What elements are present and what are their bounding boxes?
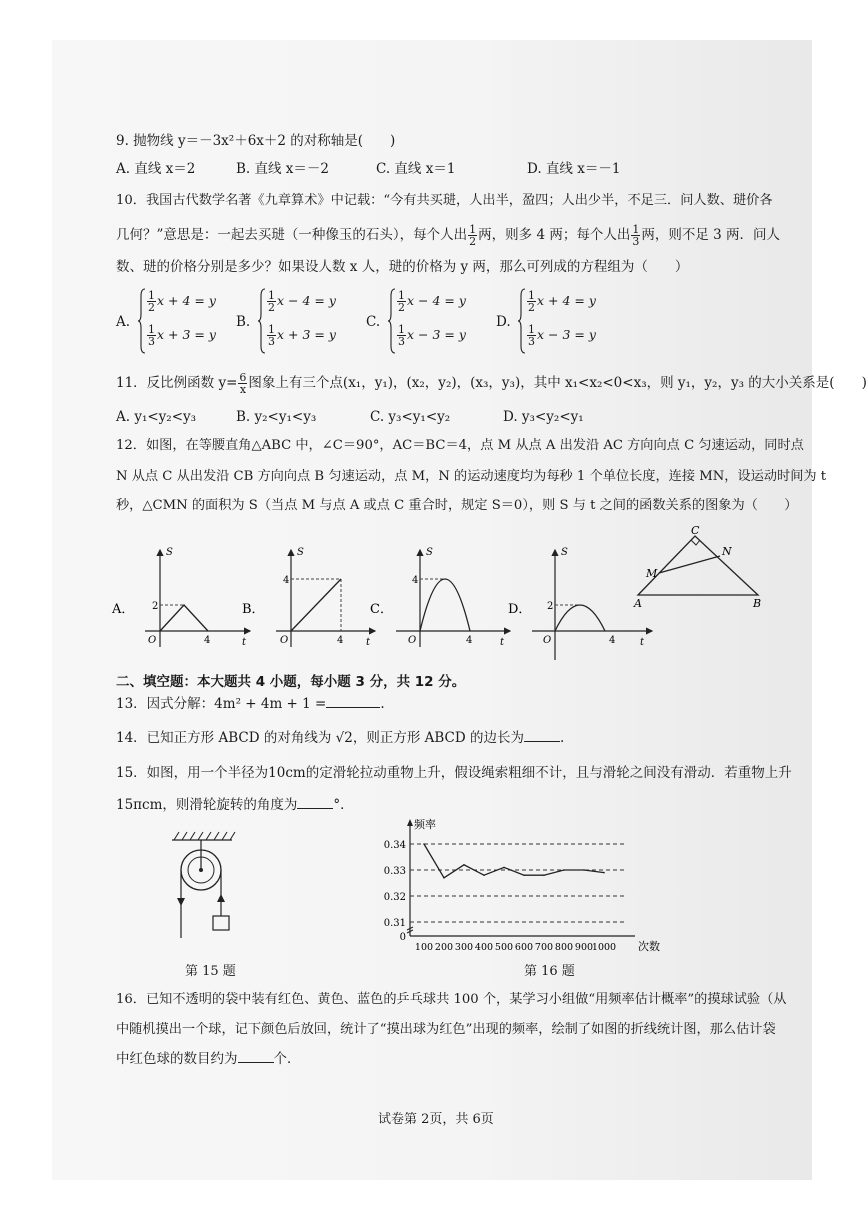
svg-text:t: t: [366, 637, 371, 648]
q12-line3: 秒，△CMN 的面积为 S（当点 M 与点 A 或点 C 重合时，规定 S＝0），则 S 与 t 之间的函数关系的图象为（ ）: [116, 498, 798, 513]
data-point: [543, 874, 545, 876]
q16-answer-blank[interactable]: [238, 1050, 274, 1063]
x-axis-label: 次数: [638, 940, 660, 953]
svg-text:t: t: [242, 637, 247, 648]
page-footer: 试卷第 2页，共 6页: [378, 1112, 494, 1127]
q15-line1: 15．如图，用一个半径为10cm的定滑轮拉动重物上升，假设绳索粗细不计，且与滑轮之间没有滑动．若重物上升: [116, 765, 792, 781]
x-tick-label: 700: [534, 942, 554, 953]
svg-text:4: 4: [283, 575, 290, 586]
q11-option-c: C. y₃<y₁<y₂: [370, 409, 451, 425]
x-tick-label: 400: [474, 942, 494, 953]
q13-stem: 13．因式分解：4m² + 4m + 1 = .: [116, 696, 385, 712]
y-tick-label: 0.31: [383, 918, 406, 929]
q12-triangle-figure: [633, 525, 761, 610]
svg-text:4: 4: [337, 635, 344, 646]
q10-equation-row: $\frac{1}{3}$ x + 3 = y: [268, 323, 336, 348]
q12-graph-b-label: B．: [242, 602, 265, 617]
svg-text:S: S: [297, 547, 304, 558]
q10-frac-third: $\frac{1}{3}$: [632, 223, 640, 248]
q10-line2-b: 两，则多 4 两；每个人出: [478, 227, 631, 243]
svg-text:4: 4: [412, 575, 419, 586]
brace-icon: [518, 288, 526, 354]
svg-text:2: 2: [547, 601, 554, 612]
x-tick-label: 100: [414, 942, 434, 953]
svg-text:t: t: [500, 637, 505, 648]
q10-option-label: A.: [116, 314, 131, 330]
q10-equation-row: $\frac{1}{2}$ x − 4 = y: [398, 289, 466, 314]
q16-line2: 中随机摸出一个球，记下颜色后放回，统计了“摸出球为红色”出现的频率，绘制了如图的折线统计图，那么估计袋: [116, 1022, 776, 1037]
q10-equation-row: $\frac{1}{2}$ x + 4 = y: [148, 289, 216, 314]
data-point: [563, 869, 565, 871]
y-axis-arrow: [407, 819, 413, 826]
q10-equation-row: $\frac{1}{3}$ x − 3 = y: [528, 323, 596, 348]
q10-option-d: [496, 290, 606, 360]
svg-text:O: O: [543, 635, 552, 646]
svg-text:N: N: [722, 545, 732, 558]
brace-icon: [258, 288, 266, 354]
q12-graph-a: [111, 547, 250, 648]
x-tick-label: 500: [494, 942, 514, 953]
svg-text:S: S: [166, 547, 173, 558]
q15-pulley-figure: [160, 828, 260, 948]
q12-graph-a-label: A．: [112, 602, 135, 617]
q10-option-label: C.: [366, 314, 381, 330]
svg-text:O: O: [408, 635, 417, 646]
data-point: [523, 874, 525, 876]
svg-text:S: S: [426, 547, 433, 558]
q10-equation-row: $\frac{1}{2}$ x − 4 = y: [268, 289, 336, 314]
data-point: [463, 864, 465, 866]
q14-answer-blank[interactable]: [524, 729, 560, 742]
y-tick-label: 0.34: [383, 840, 406, 851]
q10-option-label: B.: [236, 314, 251, 330]
q9-option-a: A. 直线 x＝2: [116, 161, 196, 177]
svg-text:4: 4: [466, 635, 473, 646]
q9-option-d: D. 直线 x＝－1: [527, 161, 621, 177]
section-2-heading: 二、填空题：本大题共 4 小题，每小题 3 分，共 12 分。: [116, 674, 466, 690]
x-tick-label: 800: [554, 942, 574, 953]
svg-text:O: O: [280, 635, 289, 646]
q10-equation-row: $\frac{1}{3}$ x + 3 = y: [148, 323, 216, 348]
q12-graph-d: [508, 547, 652, 660]
svg-text:S: S: [561, 547, 568, 558]
q16-line3: 中红色球的数目约为 个．: [116, 1051, 301, 1067]
q12-graph-d-label: D．: [508, 602, 532, 617]
q15-answer-blank[interactable]: [297, 796, 333, 809]
svg-text:O: O: [148, 635, 157, 646]
q10-line2: [116, 224, 780, 247]
data-point: [423, 843, 425, 845]
q11-option-b: B. y₂<y₁<y₃: [236, 409, 317, 425]
q10-line2-a: 几何？”意思是：一起去买琎（一种像玉的石头），每个人出: [116, 227, 468, 243]
svg-text:t: t: [640, 637, 645, 648]
q16-frequency-chart: [370, 812, 670, 954]
q12-line1: 12．如图，在等腰直角△ABC 中，∠C＝90°，AC＝BC＝4，点 M 从点 A 出发沿 AC 方向向点 C 匀速运动，同时点: [116, 438, 804, 453]
q11-frac: $\frac{6}{x}$: [239, 371, 247, 396]
q10-option-b: [236, 290, 346, 360]
y-tick-label: 0.32: [383, 892, 406, 903]
svg-text:B: B: [753, 597, 762, 610]
data-point: [483, 874, 485, 876]
x-tick-label: 200: [434, 942, 454, 953]
q11-option-a: A. y₁<y₂<y₃: [116, 409, 197, 425]
q10-line3: 数、琎的价格分别是多少？如果设人数 x 人，琎的价格为 y 两，那么可列成的方程组为（ ）: [116, 259, 689, 275]
q12-graph-b: [242, 547, 375, 648]
svg-text:2: 2: [152, 601, 159, 612]
brace-icon: [138, 288, 146, 354]
q10-option-label: D.: [496, 314, 511, 330]
frequency-line: [424, 844, 604, 878]
q10-line2-c: 两，则不足 3 两．问人: [641, 227, 780, 243]
q10-option-c: [366, 290, 476, 360]
x-tick-label: 900: [574, 942, 594, 953]
data-point: [443, 877, 445, 879]
q11-stem: 11．反比例函数 y= $\frac{6}{x}$ 图象上有三个点(x₁，y₁)，(x₂，y₂)，(x₃，y₃)，其中 x₁<x₂<0<x₃，则 y₁，y₂，y₃ 的大小关系是( ): [116, 371, 867, 396]
x-tick-label: 300: [454, 942, 474, 953]
svg-text:A: A: [634, 597, 642, 610]
svg-text:C: C: [691, 525, 700, 537]
x-tick-label: 1000: [591, 942, 617, 953]
svg-text:M: M: [646, 567, 658, 580]
q9-option-c: C. 直线 x＝1: [376, 161, 456, 177]
q15-caption: 第 15 题: [185, 964, 236, 979]
data-point: [583, 869, 585, 871]
q12-line2: N 从点 C 从出发沿 CB 方向向点 B 匀速运动，点 M，N 的运动速度均为每秒 1 个单位长度，连接 MN，设运动时间为 t: [116, 469, 827, 484]
q9-option-b: B. 直线 x＝－2: [236, 161, 329, 177]
q10-frac-half: $\frac{1}{2}$: [469, 223, 477, 248]
x-tick-label: 600: [514, 942, 534, 953]
data-point: [603, 872, 605, 874]
q10-option-a: [116, 290, 226, 360]
q11-option-d: D. y₃<y₂<y₁: [503, 409, 584, 425]
q16-line1: 16．已知不透明的袋中装有红色、黄色、蓝色的乒乓球共 100 个，某学习小组做“用频率估计概率”的摸球试验（从: [116, 992, 787, 1007]
q16-caption: 第 16 题: [524, 964, 575, 979]
svg-text:4: 4: [609, 635, 616, 646]
q10-equation-row: $\frac{1}{3}$ x − 3 = y: [398, 323, 466, 348]
svg-text:4: 4: [204, 635, 211, 646]
q15-line2: 15πcm，则滑轮旋转的角度为 °．: [116, 797, 354, 813]
y-tick-label: 0: [399, 932, 406, 943]
y-tick-label: 0.33: [383, 866, 406, 877]
q14-stem: 14．已知正方形 ABCD 的对角线为 √2，则正方形 ABCD 的边长为 .: [116, 730, 565, 746]
q13-answer-blank[interactable]: [326, 695, 380, 708]
data-point: [503, 867, 505, 869]
q12-graph-c: [370, 547, 510, 648]
q10-equation-row: $\frac{1}{2}$ x + 4 = y: [528, 289, 596, 314]
q12-graph-c-label: C．: [370, 602, 393, 617]
q9-stem: 9. 抛物线 y＝－3x²＋6x＋2 的对称轴是( ): [116, 133, 396, 149]
q12-graphs: [100, 525, 820, 665]
q10-line1: 10．我国古代数学名著《九章算术》中记载：“今有共买琎，人出半，盈四；人出少半，不足三．问人数、琎价各: [116, 193, 773, 208]
brace-icon: [388, 288, 396, 354]
y-axis-label: 频率: [414, 818, 436, 831]
